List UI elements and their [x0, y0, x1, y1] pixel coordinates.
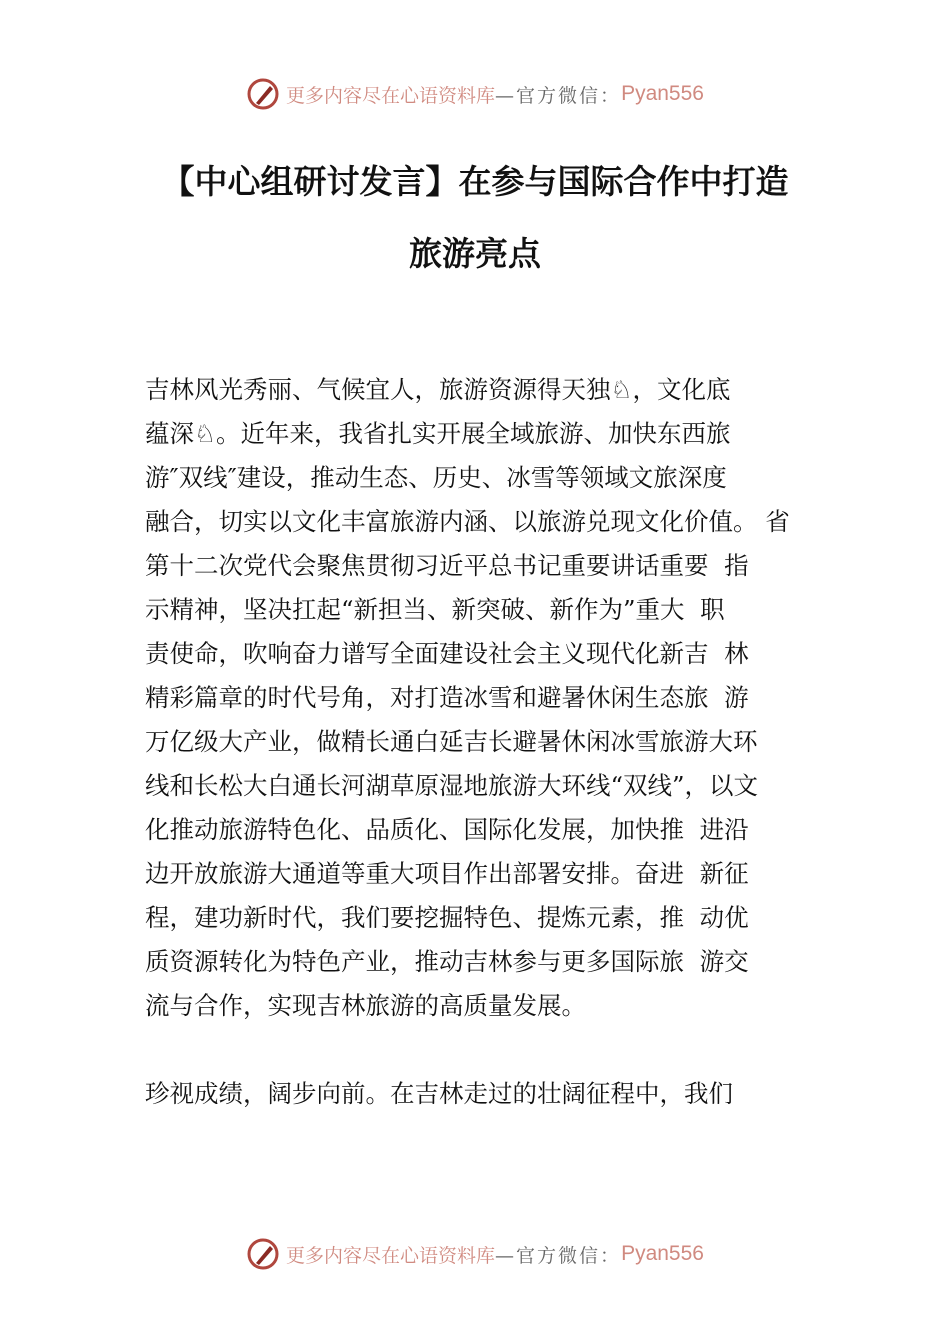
paragraph-line: 程，建功新时代，我们要挖掘特色、提炼元素，推 动优	[145, 903, 749, 932]
paragraph-line: 线和长松大白通长河湖草原湿地旅游大环线“双线”，以文	[145, 771, 759, 800]
watermark-wechat-id: Pyan556	[621, 82, 704, 105]
pen-logo-icon	[246, 1237, 280, 1271]
header-watermark	[0, 74, 950, 114]
watermark-text: 更多内容尽在心语资料库	[286, 84, 496, 107]
paragraph-line: 珍视成绩，阔步向前。在吉林走过的壮阔征程中，我们	[145, 1079, 733, 1108]
paragraph-line: 游″双线″建设，推动生态、历史、冰雪等领域文旅深度	[145, 463, 727, 492]
paragraph-line: 示精神，坚决扛起“新担当、新突破、新作为”重大 职	[145, 595, 725, 624]
paragraph-line: 流与合作，实现吉林旅游的高质量发展。	[145, 991, 586, 1020]
doc-title-line2: 旅游亮点	[409, 234, 541, 273]
pen-logo-icon	[246, 77, 280, 111]
paragraph-line: 第十二次党代会聚焦贯彻习近平总书记重要讲话重要 指	[145, 551, 749, 580]
paragraph-line: 吉林风光秀丽、气候宜人，旅游资源得天独♘，文化底	[145, 375, 731, 404]
paragraph-line: 融合，切实以文化丰富旅游内涵、以旅游兑现文化价值。 省	[145, 507, 790, 536]
paragraph-line: 蕴深♘。近年来，我省扎实开展全域旅游、加快东西旅	[145, 419, 731, 448]
watermark-wechat-label: —官方微信：	[495, 84, 622, 107]
paragraph-line: 责使命，吹响奋力谱写全面建设社会主义现代化新吉 林	[145, 639, 749, 668]
watermark-wechat-label: —官方微信：	[495, 1244, 622, 1267]
watermark-text: 更多内容尽在心语资料库	[286, 1244, 496, 1267]
paragraph-line: 精彩篇章的时代号角，对打造冰雪和避暑休闲生态旅 游	[145, 683, 749, 712]
paragraph-line: 万亿级大产业，做精长通白延吉长避暑休闲冰雪旅游大环	[145, 727, 758, 756]
paragraph-spacer	[145, 1028, 845, 1072]
doc-body	[145, 368, 845, 1116]
paragraph-line: 质资源转化为特色产业，推动吉林参与更多国际旅 游交	[145, 947, 749, 976]
paragraph-line: 化推动旅游特色化、品质化、国际化发展，加快推 进沿	[145, 815, 749, 844]
watermark-wechat-id: Pyan556	[621, 1242, 704, 1265]
paragraph-line: 边开放旅游大通道等重大项目作出部署安排。奋进 新征	[145, 859, 749, 888]
footer-watermark	[0, 1234, 950, 1274]
doc-title-line1: 【中心组研讨发言】在参与国际合作中打造	[161, 162, 789, 201]
